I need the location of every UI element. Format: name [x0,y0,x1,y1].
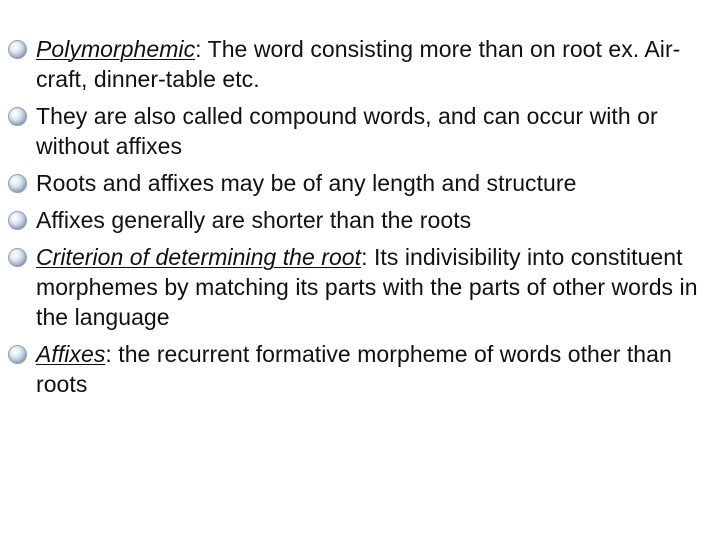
term-affixes: Affixes [36,341,106,367]
definition-root-criterion: : Its indivisibility into constituent morphemes by matching its parts with the parts of other words in the language [36,244,698,330]
bullet-circle-icon [8,248,27,267]
roots-affixes-text: Roots and affixes may be of any length and structure [36,170,577,196]
term-root-criterion: Criterion of determining the root [36,244,362,270]
bullet-item-compound-words [8,101,720,161]
affixes-shorter-text: Affixes generally are shorter than the roots [36,207,472,233]
definition-affixes: : the recurrent formative morpheme of words other than roots [36,341,672,397]
bullet-circle-icon [8,40,27,59]
bullet-circle-icon [8,174,27,193]
bullet-circle-icon [8,345,27,364]
definition-polymorphemic: : The word consisting more than on root ex. Air-craft, dinner-table etc. [36,36,681,92]
bullet-circle-icon [8,107,27,126]
bullet-item-affixes-shorter [8,205,720,235]
bullet-item-affixes-definition [8,339,720,399]
compound-words-text: They are also called compound words, and can occur with or without affixes [36,103,658,159]
bullet-item-roots-affixes [8,168,720,198]
term-polymorphemic: Polymorphemic [36,36,196,62]
bullet-item-polymorphemic [8,34,720,94]
bullet-item-root-criterion [8,242,720,332]
bullet-list [8,34,720,399]
bullet-circle-icon [8,211,27,230]
